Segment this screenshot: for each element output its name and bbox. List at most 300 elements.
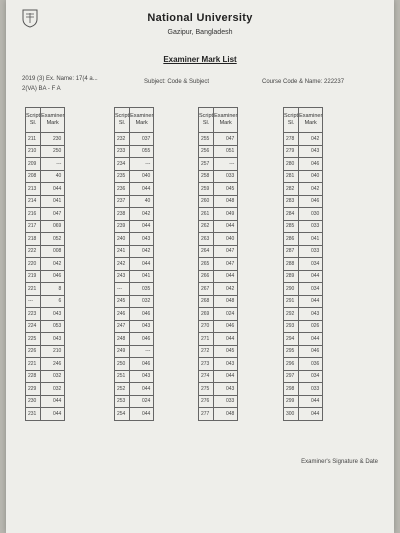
examiner-mark: 046 (299, 195, 323, 208)
script-serial: 249 (115, 345, 130, 358)
table-row (199, 320, 238, 333)
table-row (284, 208, 323, 221)
script-serial: 285 (284, 220, 299, 233)
table-row (26, 308, 65, 321)
table-row (284, 395, 323, 408)
examiner-mark: 034 (299, 258, 323, 271)
course-code: Course Code & Name: 222237 (262, 79, 345, 85)
mark-table-header (284, 108, 323, 133)
table-row (199, 358, 238, 371)
examiner-mark: 042 (299, 133, 323, 146)
script-serial: 239 (115, 220, 130, 233)
table-row (284, 370, 323, 383)
subject-label: Subject: Code & Subject (144, 79, 210, 85)
examiner-mark: --- (41, 158, 65, 171)
examiner-mark: 045 (214, 345, 238, 358)
examiner-mark: 033 (214, 395, 238, 408)
script-serial: 241 (115, 245, 130, 258)
table-row (115, 283, 154, 296)
script-serial: 242 (115, 258, 130, 271)
examiner-mark: 044 (299, 333, 323, 346)
table-row (284, 195, 323, 208)
table-row (26, 383, 65, 396)
examiner-mark: 044 (130, 383, 154, 396)
table-row (284, 170, 323, 183)
table-row (115, 258, 154, 271)
table-row (115, 133, 154, 146)
table-row (115, 170, 154, 183)
script-serial: 268 (199, 295, 214, 308)
table-row (115, 145, 154, 158)
examiner-mark: 044 (41, 395, 65, 408)
table-row (284, 345, 323, 358)
script-serial: 288 (284, 258, 299, 271)
script-serial: 263 (199, 233, 214, 246)
script-serial: 291 (284, 295, 299, 308)
table-row (115, 358, 154, 371)
table-row (284, 183, 323, 196)
script-serial: 247 (115, 320, 130, 333)
examiner-mark: 033 (299, 245, 323, 258)
script-serial: 262 (199, 220, 214, 233)
script-serial: 264 (199, 245, 214, 258)
table-row (199, 308, 238, 321)
script-serial: 283 (284, 195, 299, 208)
table-row (284, 295, 323, 308)
table-row (26, 258, 65, 271)
script-serial: 209 (26, 158, 41, 171)
table-row (284, 320, 323, 333)
examiner-mark: 047 (214, 258, 238, 271)
table-row (115, 220, 154, 233)
script-serial: 273 (199, 358, 214, 371)
table-row (26, 283, 65, 296)
script-serial: 218 (26, 233, 41, 246)
script-serial: 255 (199, 133, 214, 146)
table-row (199, 183, 238, 196)
mark-table (25, 107, 65, 421)
table-row (199, 233, 238, 246)
mark-table (283, 107, 323, 421)
exam-group: 2(VA) BA - F A (22, 86, 61, 92)
table-row (26, 233, 65, 246)
script-serial: 246 (115, 308, 130, 321)
examiner-mark: 046 (299, 345, 323, 358)
table-row (115, 395, 154, 408)
examiner-mark: 040 (130, 170, 154, 183)
examiner-mark: 045 (214, 183, 238, 196)
mark-table (198, 107, 238, 421)
examiner-mark: 043 (130, 320, 154, 333)
script-serial: 245 (115, 295, 130, 308)
table-row (199, 383, 238, 396)
script-serial: 243 (115, 270, 130, 283)
examiner-mark: 041 (299, 233, 323, 246)
examiner-mark: 033 (299, 383, 323, 396)
table-row (26, 183, 65, 196)
mark-table-header (199, 108, 238, 133)
examiner-mark: 041 (41, 195, 65, 208)
script-serial: 298 (284, 383, 299, 396)
table-row (199, 408, 238, 421)
table-row (284, 308, 323, 321)
script-serial: 271 (199, 333, 214, 346)
table-row (115, 383, 154, 396)
examiner-mark: 250 (41, 145, 65, 158)
table-row (199, 283, 238, 296)
script-serial: 257 (199, 158, 214, 171)
examiner-mark: 042 (214, 283, 238, 296)
script-serial: 275 (199, 383, 214, 396)
script-serial: 267 (199, 283, 214, 296)
examiner-mark: 040 (214, 233, 238, 246)
table-row (284, 145, 323, 158)
table-row (26, 220, 65, 233)
examiner-mark: 40 (41, 170, 65, 183)
examiner-mark: 044 (130, 220, 154, 233)
script-serial: 299 (284, 395, 299, 408)
script-serial: 224 (26, 320, 41, 333)
examiner-mark: 030 (299, 208, 323, 221)
exam-name: 2019 (3) Ex. Name: 17(4 a... (22, 76, 98, 82)
table-row (26, 395, 65, 408)
examiner-mark: 043 (41, 308, 65, 321)
script-serial: 276 (199, 395, 214, 408)
table-row (284, 358, 323, 371)
script-serial: 219 (26, 270, 41, 283)
script-serial: 252 (115, 383, 130, 396)
script-serial: 295 (284, 345, 299, 358)
table-row (115, 308, 154, 321)
examiner-mark: 044 (299, 295, 323, 308)
table-row (199, 208, 238, 221)
script-serial: 230 (26, 395, 41, 408)
examiner-mark: 048 (214, 408, 238, 421)
mark-table-header (115, 108, 154, 133)
table-row (26, 170, 65, 183)
table-row (115, 345, 154, 358)
script-serial: 258 (199, 170, 214, 183)
examiner-mark: 044 (41, 408, 65, 421)
script-serial: 260 (199, 195, 214, 208)
script-serial: 287 (284, 245, 299, 258)
examiner-mark: 046 (299, 158, 323, 171)
examiner-mark: --- (130, 345, 154, 358)
script-serial: --- (26, 295, 41, 308)
script-serial: 280 (284, 158, 299, 171)
script-serial: 248 (115, 333, 130, 346)
examiner-mark: 046 (130, 333, 154, 346)
examiner-mark: 040 (299, 170, 323, 183)
table-row (26, 145, 65, 158)
table-row (284, 283, 323, 296)
mark-column-header: Examiner Mark (214, 108, 238, 133)
script-serial: 231 (26, 408, 41, 421)
table-row (199, 370, 238, 383)
university-location: Gazipur, Bangladesh (167, 29, 233, 36)
examiner-mark: 048 (214, 295, 238, 308)
examiner-mark: 034 (299, 283, 323, 296)
table-row (284, 333, 323, 346)
script-serial: 229 (26, 383, 41, 396)
examiner-mark: 246 (41, 358, 65, 371)
script-serial: 251 (115, 370, 130, 383)
examiner-mark: 044 (214, 220, 238, 233)
table-row (26, 245, 65, 258)
script-serial: 236 (115, 183, 130, 196)
table-row (26, 345, 65, 358)
serial-column-header: Script Sl. (115, 108, 130, 133)
examiner-mark: 033 (299, 220, 323, 233)
examiner-mark: 043 (130, 370, 154, 383)
table-row (26, 270, 65, 283)
script-serial: 281 (284, 170, 299, 183)
script-serial: 222 (26, 245, 41, 258)
examiner-mark: 044 (130, 183, 154, 196)
script-serial: 284 (284, 208, 299, 221)
table-row (199, 170, 238, 183)
table-row (115, 183, 154, 196)
table-row (26, 358, 65, 371)
script-serial: 221 (26, 358, 41, 371)
script-serial: 226 (26, 345, 41, 358)
script-serial: 259 (199, 183, 214, 196)
mark-column-header: Examiner Mark (130, 108, 154, 133)
script-serial: 240 (115, 233, 130, 246)
table-row (199, 395, 238, 408)
examiner-mark: 046 (130, 358, 154, 371)
examiner-mark: 40 (130, 195, 154, 208)
table-row (284, 258, 323, 271)
table-row (115, 233, 154, 246)
examiner-mark: 044 (214, 333, 238, 346)
script-serial: --- (115, 283, 130, 296)
examiner-mark: 037 (130, 133, 154, 146)
examiner-mark: 024 (130, 395, 154, 408)
script-serial: 253 (115, 395, 130, 408)
script-serial: 293 (284, 320, 299, 333)
script-serial: 213 (26, 183, 41, 196)
examiner-mark: 210 (41, 345, 65, 358)
examiner-mark: 049 (214, 208, 238, 221)
examiner-mark: 052 (41, 233, 65, 246)
script-serial: 221 (26, 283, 41, 296)
table-row (115, 370, 154, 383)
table-row (26, 133, 65, 146)
examiner-mark: 043 (41, 333, 65, 346)
examiner-mark: 048 (214, 195, 238, 208)
table-row (284, 270, 323, 283)
table-row (115, 245, 154, 258)
script-serial: 290 (284, 283, 299, 296)
script-serial: 232 (115, 133, 130, 146)
script-serial: 270 (199, 320, 214, 333)
table-row (199, 158, 238, 171)
table-row (115, 408, 154, 421)
script-serial: 220 (26, 258, 41, 271)
script-serial: 282 (284, 183, 299, 196)
table-row (199, 145, 238, 158)
examiner-mark: 024 (214, 308, 238, 321)
table-row (115, 195, 154, 208)
serial-column-header: Script Sl. (26, 108, 41, 133)
table-row (115, 208, 154, 221)
examiner-mark: 034 (299, 370, 323, 383)
examiner-mark: 043 (214, 358, 238, 371)
script-serial: 233 (115, 145, 130, 158)
table-row (199, 133, 238, 146)
table-row (26, 208, 65, 221)
examiner-mark: 042 (41, 258, 65, 271)
table-row (115, 158, 154, 171)
script-serial: 278 (284, 133, 299, 146)
examiner-mark: 042 (130, 208, 154, 221)
script-serial: 210 (26, 145, 41, 158)
examiner-mark: 032 (130, 295, 154, 308)
serial-column-header: Script Sl. (199, 108, 214, 133)
examiner-mark: 047 (214, 245, 238, 258)
script-serial: 223 (26, 308, 41, 321)
examiner-mark: 042 (299, 183, 323, 196)
table-row (284, 233, 323, 246)
mark-list-sheet (6, 0, 394, 533)
script-serial: 211 (26, 133, 41, 146)
table-row (115, 333, 154, 346)
table-row (199, 295, 238, 308)
table-row (284, 383, 323, 396)
examiner-mark: 044 (299, 408, 323, 421)
examiner-mark: 042 (130, 245, 154, 258)
examiner-mark: 032 (41, 370, 65, 383)
examiner-mark: 047 (214, 133, 238, 146)
examiner-mark: --- (130, 158, 154, 171)
script-serial: 265 (199, 258, 214, 271)
script-serial: 238 (115, 208, 130, 221)
table-row (284, 245, 323, 258)
script-serial: 234 (115, 158, 130, 171)
script-serial: 294 (284, 333, 299, 346)
table-row (26, 408, 65, 421)
examiner-mark: 044 (299, 270, 323, 283)
examiner-mark: 044 (214, 270, 238, 283)
examiner-mark: 055 (130, 145, 154, 158)
table-row (26, 320, 65, 333)
script-serial: 254 (115, 408, 130, 421)
examiner-mark: 033 (214, 170, 238, 183)
examiner-mark: 047 (41, 208, 65, 221)
script-serial: 214 (26, 195, 41, 208)
serial-column-header: Script Sl. (284, 108, 299, 133)
table-row (284, 220, 323, 233)
examiner-mark: 044 (130, 258, 154, 271)
script-serial: 228 (26, 370, 41, 383)
university-title: National University (147, 12, 253, 24)
examiner-mark: 043 (299, 308, 323, 321)
script-serial: 269 (199, 308, 214, 321)
script-serial: 286 (284, 233, 299, 246)
table-row (26, 295, 65, 308)
table-row (199, 245, 238, 258)
examiner-mark: 8 (41, 283, 65, 296)
script-serial: 266 (199, 270, 214, 283)
table-row (199, 195, 238, 208)
table-row (115, 295, 154, 308)
examiner-mark: 069 (41, 220, 65, 233)
document-title: Examiner Mark List (163, 55, 237, 64)
mark-table (114, 107, 154, 421)
examiner-mark: 044 (130, 408, 154, 421)
mark-column-header: Examiner Mark (299, 108, 323, 133)
script-serial: 235 (115, 170, 130, 183)
table-row (115, 270, 154, 283)
examiner-mark: 036 (299, 358, 323, 371)
examiner-mark: 044 (41, 183, 65, 196)
examiner-mark: --- (214, 158, 238, 171)
script-serial: 272 (199, 345, 214, 358)
examiner-mark: 053 (41, 320, 65, 333)
script-serial: 217 (26, 220, 41, 233)
table-row (199, 220, 238, 233)
table-row (284, 408, 323, 421)
table-row (26, 370, 65, 383)
examiner-mark: 032 (41, 383, 65, 396)
examiner-mark: 044 (214, 370, 238, 383)
table-row (284, 158, 323, 171)
script-serial: 277 (199, 408, 214, 421)
script-serial: 289 (284, 270, 299, 283)
script-serial: 261 (199, 208, 214, 221)
examiner-mark: 043 (214, 383, 238, 396)
script-serial: 256 (199, 145, 214, 158)
examiner-mark: 046 (130, 308, 154, 321)
examiner-mark: 046 (41, 270, 65, 283)
table-row (26, 195, 65, 208)
table-row (284, 133, 323, 146)
table-row (199, 270, 238, 283)
examiner-mark: 046 (214, 320, 238, 333)
script-serial: 216 (26, 208, 41, 221)
script-serial: 296 (284, 358, 299, 371)
script-serial: 300 (284, 408, 299, 421)
mark-column-header: Examiner Mark (41, 108, 65, 133)
script-serial: 274 (199, 370, 214, 383)
script-serial: 297 (284, 370, 299, 383)
examiner-mark: 044 (299, 395, 323, 408)
table-row (115, 320, 154, 333)
script-serial: 225 (26, 333, 41, 346)
script-serial: 279 (284, 145, 299, 158)
examiner-mark: 6 (41, 295, 65, 308)
examiner-signature-label: Examiner's Signature & Date (301, 459, 378, 465)
examiner-mark: 043 (299, 145, 323, 158)
script-serial: 237 (115, 195, 130, 208)
examiner-mark: 043 (130, 233, 154, 246)
examiner-mark: 041 (130, 270, 154, 283)
examiner-mark: 230 (41, 133, 65, 146)
script-serial: 208 (26, 170, 41, 183)
script-serial: 292 (284, 308, 299, 321)
examiner-mark: 008 (41, 245, 65, 258)
examiner-mark: 051 (214, 145, 238, 158)
mark-table-header (26, 108, 65, 133)
table-row (199, 333, 238, 346)
table-row (199, 258, 238, 271)
examiner-mark: 026 (299, 320, 323, 333)
examiner-mark: 035 (130, 283, 154, 296)
table-row (199, 345, 238, 358)
script-serial: 250 (115, 358, 130, 371)
table-row (26, 158, 65, 171)
